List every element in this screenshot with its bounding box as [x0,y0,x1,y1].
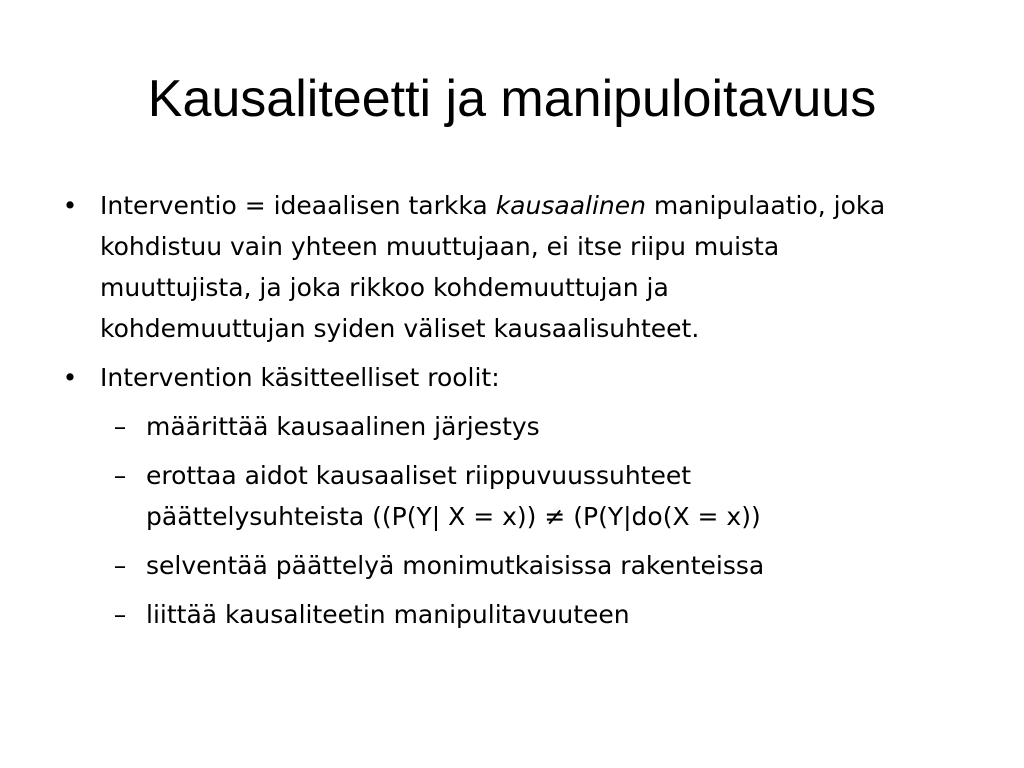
sub-bullet-item [60,455,980,537]
bullet-line: kohdemuuttujan syiden väliset kausaalisuhteet. [100,314,700,343]
slide-title: Kausaliteetti ja manipuloitavuus [147,70,877,128]
sub-bullet-item [60,594,980,635]
bullet-marker: • [62,363,78,392]
dash-marker: – [113,600,127,629]
bullet-item [60,357,980,398]
bullet-line: kohdistuu vain yhteen muuttujaan, ei itse riipu muista [100,232,780,261]
dash-marker: – [113,461,127,490]
bullet-line: Intervention käsitteelliset roolit: [100,363,500,392]
dash-marker: – [113,551,127,580]
sub-bullet-line: päättelysuhteista ((P(Y| X = x)) ≠ (P(Y|do(X = x)) [146,502,761,531]
text-run: Interventio = ideaalisen tarkka [100,191,496,220]
sub-bullet-item [60,545,980,586]
emphasized-term: kausaalinen [495,191,646,220]
sub-bullet-line: selventää päättelyä monimutkaisissa rakenteissa [146,551,765,580]
bullet-line [100,185,980,226]
bullet-marker: • [62,191,78,220]
sub-bullet-item [60,406,980,447]
bullet-item [60,185,980,349]
slide-body [60,185,980,643]
bullet-line: muuttujista, ja joka rikkoo kohdemuuttujan ja [100,273,669,302]
sub-bullet-line: määrittää kausaalinen järjestys [146,412,540,441]
text-run: manipulaatio, joka [645,191,886,220]
dash-marker: – [113,412,127,441]
sub-bullet-line: liittää kausaliteetin manipulitavuuteen [146,600,630,629]
sub-bullet-line: erottaa aidot kausaaliset riippuvuussuhteet [146,461,692,490]
